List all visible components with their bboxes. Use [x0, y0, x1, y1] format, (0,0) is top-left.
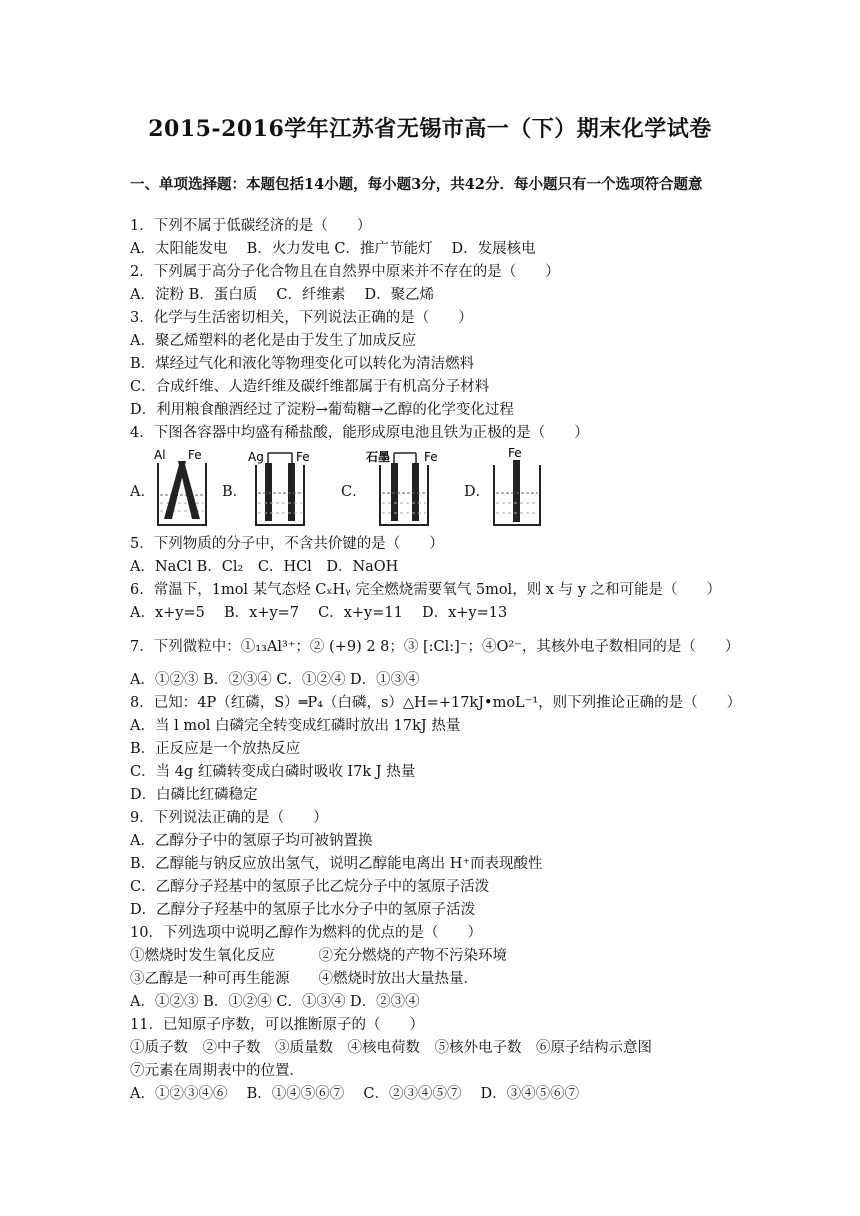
page-title: 2015-2016学年江苏省无锡市高一（下）期末化学试卷 — [148, 116, 712, 142]
q11-stem: 11．已知原子序数，可以推断原子的（ ） — [130, 1017, 424, 1033]
q9-option-c: C．乙醇分子羟基中的氢原子比乙烷分子中的氢原子活泼 — [130, 879, 490, 895]
q10-item-2: ③乙醇是一种可再生能源 ④燃烧时放出大量热量． — [130, 971, 478, 987]
beaker-a-label-left: Al — [154, 448, 166, 462]
q4-option-a-label: A． — [130, 484, 155, 500]
q3-option-a: A．聚乙烯塑料的老化是由于发生了加成反应 — [130, 333, 416, 349]
q9-option-b: B．乙醇能与钠反应放出氢气，说明乙醇能电离出 H⁺而表现酸性 — [130, 856, 543, 872]
q6-options: A．x+y=5 B．x+y=7 C．x+y=11 D．x+y=13 — [130, 605, 508, 621]
q8-option-d: D．白磷比红磷稳定 — [130, 787, 258, 803]
q9-option-d: D．乙醇分子羟基中的氢原子比水分子中的氢原子活泼 — [130, 902, 476, 918]
q5-options: A．NaCl B．Cl₂ C．HCl D．NaOH — [130, 559, 399, 575]
beaker-b-figure — [246, 447, 316, 529]
q10-item-1: ①燃烧时发生氧化反应 ②充分燃烧的产物不污染环境 — [130, 948, 507, 964]
q5-stem: 5．下列物质的分子中，不含共价键的是（ ） — [130, 536, 444, 552]
q4-option-b-label: B． — [222, 484, 248, 500]
q6-stem: 6．常温下，1mol 某气态烃 CₓHᵧ 完全燃烧需要氧气 5mol，则 x 与 y 之和可能是（ ） — [130, 582, 721, 598]
q4-option-c-label: C． — [341, 484, 367, 500]
q7-options: A．①②③ B．②③④ C．①②④ D．①③④ — [130, 672, 420, 688]
q3-option-b: B．煤经过气化和液化等物理变化可以转化为清洁燃料 — [130, 356, 475, 372]
q11-items: ①质子数 ②中子数 ③质量数 ④核电荷数 ⑤核外电子数 ⑥原子结构示意图 — [130, 1040, 652, 1056]
q4-stem: 4．下图各容器中均盛有稀盐酸，能形成原电池且铁为正极的是（ ） — [130, 425, 589, 441]
q8-option-c: C．当 4g 红磷转变成白磷时吸收 I7k J 热量 — [130, 764, 416, 780]
beaker-c-label-right: Fe — [424, 450, 438, 464]
q9-stem: 9．下列说法正确的是（ ） — [130, 810, 328, 826]
q10-stem: 10．下列选项中说明乙醇作为燃料的优点的是（ ） — [130, 925, 482, 941]
beaker-d-label: Fe — [508, 447, 522, 460]
beaker-b-label-left: Ag — [248, 450, 264, 464]
q8-option-a: A．当 l mol 白磷完全转变成红磷时放出 17kJ 热量 — [130, 718, 461, 734]
q10-options: A．①②③ B．①②④ C．①③④ D．②③④ — [130, 994, 420, 1010]
beaker-d-figure — [488, 447, 546, 529]
q11-options: A．①②③④⑥ B．①④⑤⑥⑦ C．②③④⑤⑦ D．③④⑤⑥⑦ — [130, 1086, 580, 1102]
beaker-a-label-right: Fe — [188, 448, 202, 462]
section-heading: 一、单项选择题：本题包括14小题，每小题3分，共42分．每小题只有一个选项符合题意 — [130, 176, 703, 193]
q1-options: A．太阳能发电 B．火力发电 C．推广节能灯 D．发展核电 — [130, 241, 536, 257]
q3-option-d: D．利用粮食酿酒经过了淀粉→葡萄糖→乙醇的化学变化过程 — [130, 402, 514, 418]
q11-item-7: ⑦元素在周期表中的位置． — [130, 1063, 304, 1079]
q2-options: A．淀粉 B．蛋白质 C．纤维素 D．聚乙烯 — [130, 287, 435, 303]
beaker-c-label-left: 石墨 — [366, 450, 391, 464]
q9-option-a: A．乙醇分子中的氢原子均可被钠置换 — [130, 833, 373, 849]
q3-option-c: C．合成纤维、人造纤维及碳纤维都属于有机高分子材料 — [130, 379, 490, 395]
beaker-b-label-right: Fe — [296, 450, 310, 464]
q7-stem: 7．下列微粒中：①₁₃Al³⁺；② (+9) 2 8；③ [:Cl:]⁻；④O²⁻，其核外电子数相同的是（ ） — [130, 639, 740, 655]
q4-option-d-label: D． — [464, 484, 491, 500]
beaker-c-figure — [366, 447, 442, 529]
q2-stem: 2．下列属于高分子化合物且在自然界中原来并不存在的是（ ） — [130, 264, 560, 280]
beaker-a-figure — [150, 447, 212, 529]
q8-stem: 8．已知：4P（红磷，S）═P₄（白磷，s）△H=+17kJ•moL⁻¹，则下列推论正确的是（ ） — [130, 695, 742, 711]
q3-stem: 3．化学与生活密切相关，下列说法正确的是（ ） — [130, 310, 473, 326]
q1-stem: 1．下列不属于低碳经济的是（ ） — [130, 218, 372, 234]
q8-option-b: B．正反应是一个放热反应 — [130, 741, 301, 757]
